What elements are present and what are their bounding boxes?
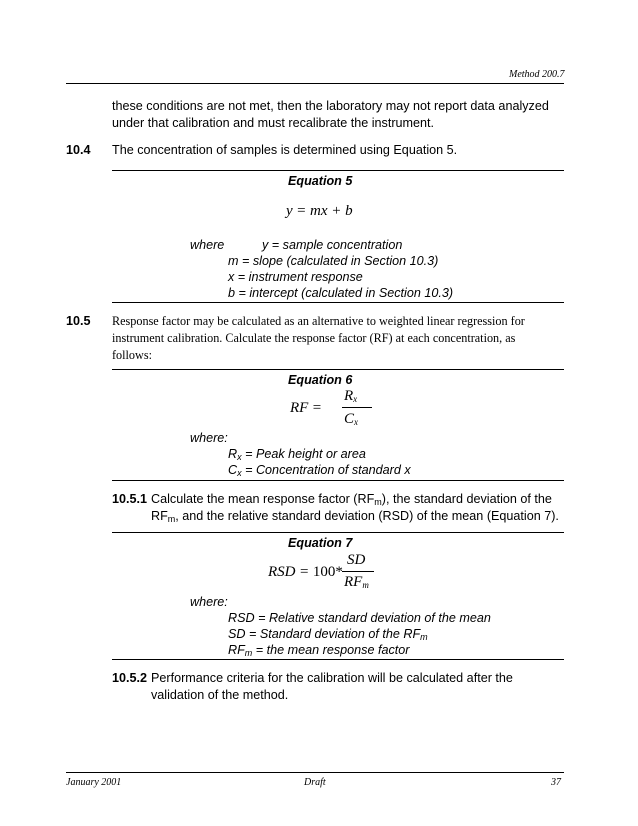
continuation-line-2: under that calibration and must recalibrate the instrument. [112, 116, 435, 130]
equation-6-bottom-rule [112, 480, 564, 481]
equation-5-equals: = [297, 203, 306, 219]
equation-7-numerator: SD [347, 552, 366, 568]
page-number: 37 [551, 777, 561, 788]
equation-6-fraction-bar [342, 407, 372, 408]
equation-5-def-m: m = slope (calculated in Section 10.3) [228, 254, 439, 268]
header-rule [66, 83, 564, 84]
equation-7-def-sd: SD = Standard deviation of the $RF_m$ [228, 627, 428, 642]
equation-7-denominator: $RF_m$ [344, 574, 369, 590]
section-10-5-number: 10.5 [66, 314, 91, 328]
equation-6-top-rule [112, 369, 564, 370]
equation-5-lhs: y [286, 203, 293, 219]
section-10-5-2-line-2: validation of the method. [151, 688, 289, 702]
footer-status: Draft [304, 777, 326, 788]
equation-5-def-x: x = instrument response [228, 270, 363, 284]
equation-6-where: where: [190, 431, 228, 445]
equation-7-bottom-rule [112, 659, 564, 660]
section-10-4-text: The concentration of samples is determined using Equation 5. [112, 143, 458, 157]
equation-6-numerator: $R_x$ [344, 388, 358, 404]
equation-6-title: Equation 6 [288, 373, 353, 387]
equation-7-multiplier: 100* [312, 564, 343, 580]
equation-7-top-rule [112, 532, 564, 533]
equation-7-lhs: RSD [268, 564, 296, 580]
equation-6-equals: = [312, 400, 322, 416]
equation-7-def-rfm: $RF_m$ = the mean response factor [228, 643, 410, 658]
equation-5-def-y: y = sample concentration [262, 238, 403, 252]
equation-6-lhs: RF [290, 400, 309, 416]
section-10-5-1-line-2: $RF_m$, and the relative standard deviation (RSD) of the mean (Equation 7). [151, 509, 559, 524]
equation-6-def-cx: $C_x$ = Concentration of standard x [228, 463, 411, 478]
equation-7-equals: = [299, 564, 309, 580]
section-10-4-number: 10.4 [66, 143, 91, 157]
equation-7-def-rsd: RSD = Relative standard deviation of the mean [228, 611, 491, 625]
section-10-5-line-3: follows: [112, 348, 152, 362]
equation-7-where: where: [190, 595, 228, 609]
equation-5-title: Equation 5 [288, 174, 353, 188]
footer-date: January 2001 [66, 777, 122, 788]
equation-5-top-rule [112, 170, 564, 171]
continuation-line-1: these conditions are not met, then the laboratory may not report data analyzed [112, 99, 549, 113]
footer-rule [66, 772, 564, 773]
equation-7-lhs-group [268, 563, 343, 581]
equation-5-formula [286, 202, 353, 220]
section-10-5-2-number: 10.5.2 [112, 671, 148, 685]
equation-6-def-rx: $R_x$ = Peak height or area [228, 447, 366, 462]
section-10-5-1-number: 10.5.1 [112, 492, 148, 506]
section-10-5-line-2: instrument calibration. Calculate the response factor (RF) at each concentration, as [112, 331, 516, 345]
section-10-5-2-line-1: Performance criteria for the calibration will be calculated after the [151, 671, 513, 685]
equation-5-bottom-rule [112, 302, 564, 303]
section-10-5-line-1: Response factor may be calculated as an alternative to weighted linear regression for [112, 314, 525, 328]
equation-5-rhs: mx + b [310, 203, 353, 219]
running-header: Method 200.7 [509, 69, 565, 80]
equation-7-title: Equation 7 [288, 536, 353, 550]
equation-7-fraction-bar [342, 571, 374, 572]
equation-5-def-b: b = intercept (calculated in Section 10.3) [228, 286, 454, 300]
equation-6-denominator: $C_x$ [344, 411, 359, 427]
section-10-5-1-line-1: Calculate the mean response factor $(RF_m)$, the standard deviation of the [151, 492, 552, 507]
equation-6-lhs-group [290, 399, 321, 417]
equation-5-where: where [190, 238, 225, 252]
